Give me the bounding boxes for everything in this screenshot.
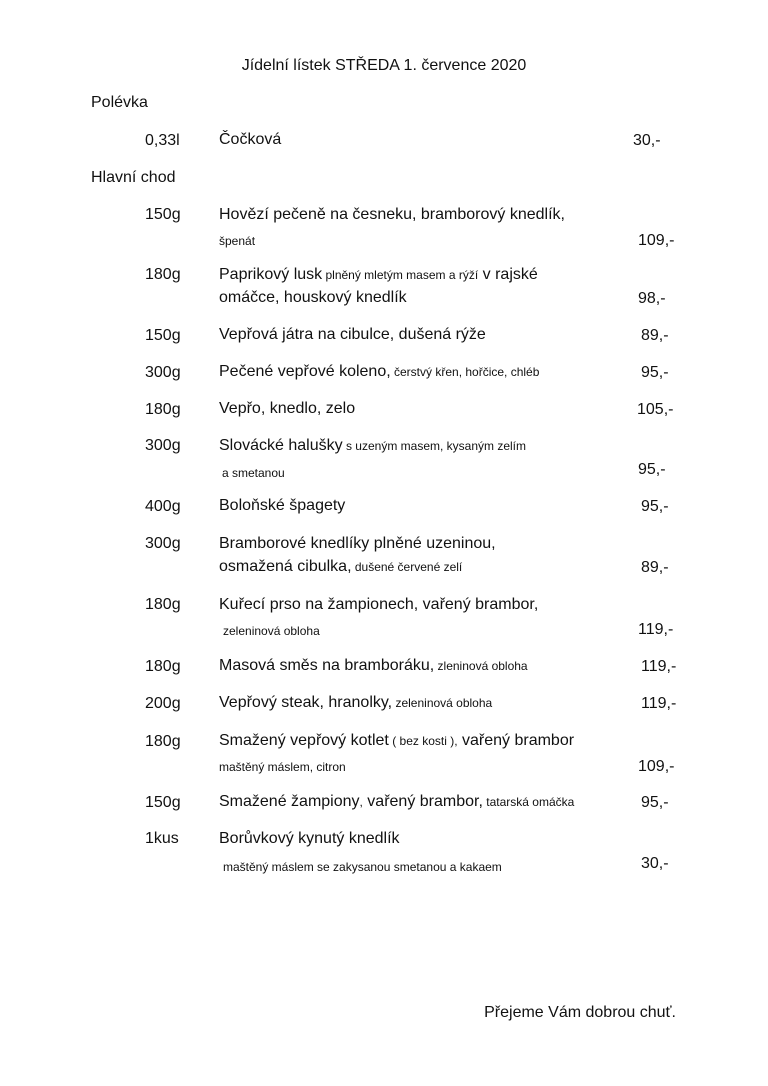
menu-item-dish: [219, 731, 574, 777]
item-weight: 200g: [145, 695, 181, 712]
dish-note: maštěný máslem se zakysanou smetanou a kakaem: [223, 860, 502, 874]
item-price: 119,-: [641, 658, 677, 675]
dish-note: čerstvý křen, hořčice, chléb: [390, 365, 540, 379]
footer-greeting: Přejeme Vám dobrou chuť.: [484, 1004, 676, 1021]
item-weight: 180g: [145, 658, 181, 675]
menu-item-dish: [219, 693, 492, 713]
item-price: 119,-: [641, 695, 677, 712]
dish-note: špenát: [219, 234, 256, 248]
menu-item-dish: [219, 792, 574, 812]
dish-note: ( bez kosti ),: [388, 734, 458, 748]
item-weight: 300g: [145, 364, 181, 381]
dish-main: Bramborové knedlíky plněné uzeninou,: [219, 535, 496, 552]
item-price: 109,-: [638, 758, 675, 775]
dish-line2: [219, 557, 496, 577]
dish-main: Paprikový lusk: [219, 266, 323, 283]
dish-note: ,: [359, 795, 363, 809]
dish-main-cont: vařený brambor,: [362, 793, 483, 810]
menu-item-dish: Boloňské špagety: [219, 497, 346, 514]
item-price: 89,-: [641, 559, 669, 576]
item-price: 98,-: [638, 290, 666, 307]
dish-main: Vepřový steak, hranolky,: [219, 694, 393, 711]
menu-item-dish: [219, 595, 538, 641]
dish-main: Hovězí pečeně na česneku, bramborový knedlík,: [219, 206, 565, 223]
item-weight: 150g: [145, 206, 181, 223]
item-weight: 180g: [145, 596, 181, 613]
dish-main: Smažený vepřový kotlet: [219, 732, 389, 749]
dish-main: Masová směs na bramboráku,: [219, 657, 435, 674]
item-weight: 1kus: [145, 830, 179, 847]
item-weight: 150g: [145, 794, 181, 811]
item-price: 30,-: [641, 855, 669, 872]
item-weight: 180g: [145, 733, 181, 750]
dish-note: zeleninová obloha: [223, 624, 320, 638]
dish-main: Borůvkový kynutý knedlík: [219, 830, 400, 847]
item-price: 89,-: [641, 327, 669, 344]
item-weight: 400g: [145, 498, 181, 515]
dish-main-cont: vařený brambor: [457, 732, 575, 749]
dish-note: zleninová obloha: [434, 659, 528, 673]
item-price: 119,-: [638, 621, 674, 638]
item-weight: 300g: [145, 437, 181, 454]
dish-note: plněný mletým masem a rýží: [322, 268, 479, 282]
menu-item-dish: [219, 829, 502, 877]
menu-item-dish: [219, 265, 538, 308]
item-weight: 180g: [145, 401, 181, 418]
menu-item-dish: Vepřo, knedlo, zelo: [219, 400, 356, 417]
item-weight: 300g: [145, 535, 181, 552]
item-price: 109,-: [638, 232, 675, 249]
dish-main: Smažené žampiony: [219, 793, 360, 810]
section-heading-main: Hlavní chod: [91, 169, 176, 186]
item-price: 95,-: [641, 364, 669, 381]
item-price: 105,-: [637, 401, 674, 418]
soup-name: Čočková: [219, 131, 282, 148]
item-weight: 150g: [145, 327, 181, 344]
dish-line2: omáčce, houskový knedlík: [219, 289, 407, 306]
dish-line2-main: osmažená cibulka,: [219, 558, 352, 575]
dish-note: dušené červené zelí: [351, 560, 463, 574]
menu-item-dish: [219, 534, 496, 577]
item-price: 95,-: [641, 794, 669, 811]
dish-main: Slovácké halušky: [219, 437, 343, 454]
dish-note-line2: maštěný máslem, citron: [219, 760, 346, 774]
item-price: 95,-: [638, 461, 666, 478]
dish-main-cont: v rajské: [478, 266, 538, 283]
soup-weight: 0,33l: [145, 132, 180, 149]
menu-item-dish: [219, 656, 528, 676]
menu-item-dish: [219, 436, 526, 483]
section-heading-soup: Polévka: [91, 94, 148, 111]
menu-item-dish: [219, 362, 539, 382]
dish-note-2: tatarská omáčka: [482, 795, 575, 809]
menu-title: Jídelní lístek STŘEDA 1. července 2020: [241, 57, 527, 74]
item-weight: 180g: [145, 266, 181, 283]
dish-note: s uzeným masem, kysaným zelím: [342, 439, 526, 453]
dish-main: Kuřecí prso na žampionech, vařený brambor,: [219, 596, 539, 613]
dish-note: zeleninová obloha: [392, 696, 493, 710]
dish-main: Pečené vepřové koleno,: [219, 363, 391, 380]
menu-item-dish: [219, 205, 565, 251]
menu-item-dish: Vepřová játra na cibulce, dušená rýže: [219, 326, 486, 343]
item-price: 95,-: [641, 498, 669, 515]
soup-price: 30,-: [633, 132, 661, 149]
dish-note-line2: a smetanou: [222, 466, 285, 480]
